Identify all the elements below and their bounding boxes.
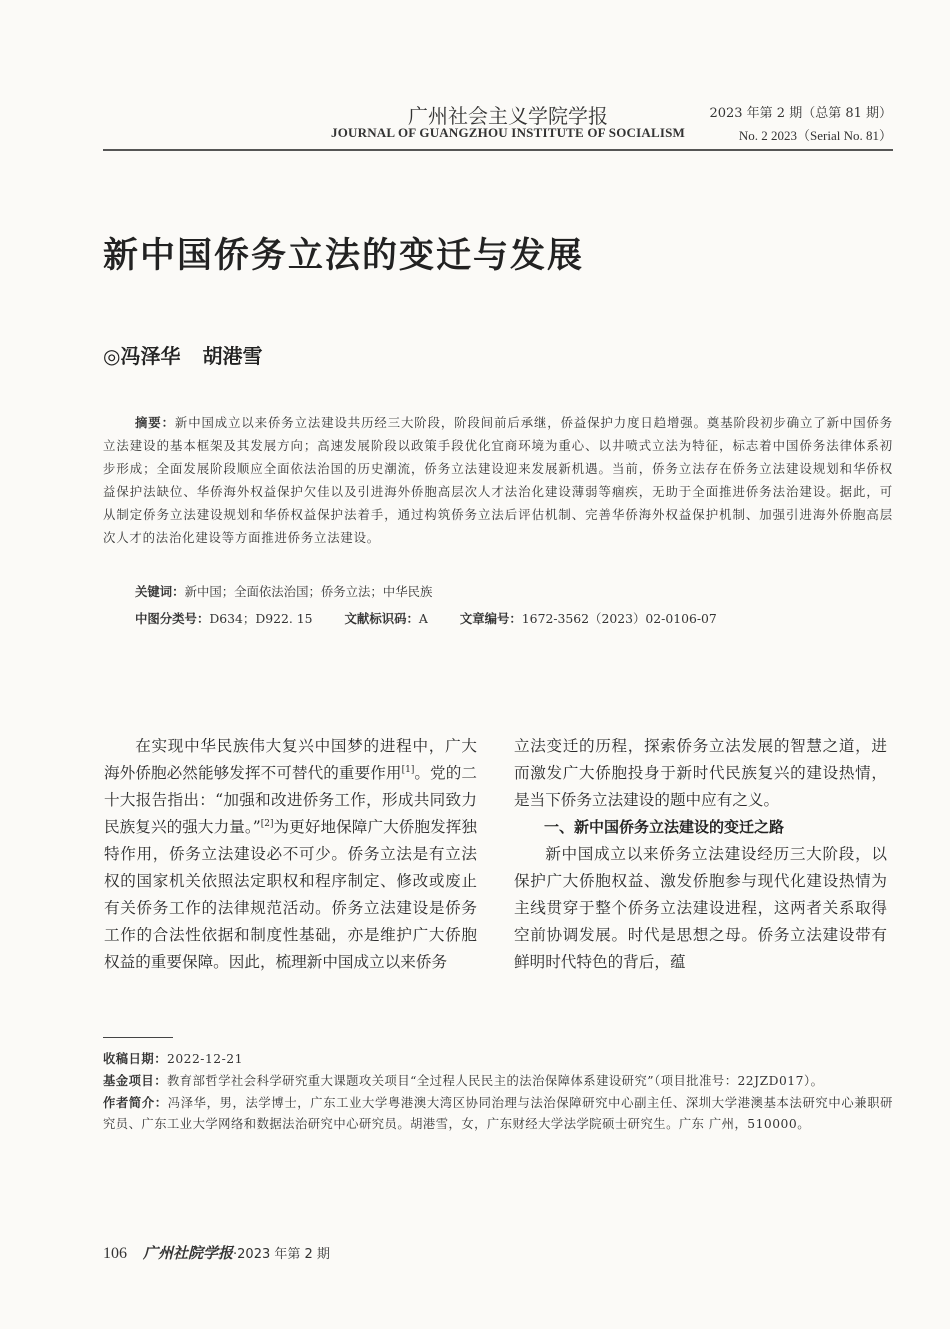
received-date	[103, 1049, 893, 1071]
footer-journal-name: 广州社院学报	[143, 1244, 234, 1262]
bio-value: 冯泽华，男，法学博士，广东工业大学粤港澳大湾区协同治理与法治保障研究中心副主任、深圳大学港澳基本法研究中心兼职研究员、广东工业大学网络和数据法治研究中心研究员。胡港雪，女，广东财经大学法学院硕士研究生。广东 广州，510000。	[103, 1095, 893, 1132]
bio-label: 作者简介：	[103, 1095, 168, 1110]
fund-info	[103, 1071, 893, 1093]
abstract-label: 摘要：	[135, 415, 175, 430]
abstract	[103, 412, 893, 549]
body-column-left	[104, 733, 477, 976]
issue-info-en: No. 2 2023（Serial No. 81）	[738, 128, 892, 143]
article-number-value: 1672-3562（2023）02-0106-07	[521, 611, 717, 626]
header-divider	[103, 149, 893, 151]
footnote-divider	[103, 1037, 173, 1038]
body-text: 。党的二十大报告指出：“加强和改进侨务工作，形成共同致力民族复兴的强大力量。”	[104, 764, 477, 836]
doc-code-label: 文献标识码：	[344, 611, 419, 626]
article-title: 新中国侨务立法的变迁与发展	[103, 236, 585, 276]
body-paragraph	[104, 733, 477, 976]
body-paragraph: 新中国成立以来侨务立法建设经历三大阶段，以保护广大侨胞权益、激发侨胞参与现代化建设热情为主线贯穿于整个侨务立法建设进程，这两者关系取得空前协调发展。时代是思想之母。侨务立法建设带有鲜明时代特色的背后，蕴	[514, 845, 887, 971]
fund-label: 基金项目：	[103, 1073, 167, 1088]
author-name: 冯泽华	[120, 344, 181, 368]
journal-title-en: JOURNAL OF GUANGZHOU INSTITUTE OF SOCIALISM	[331, 125, 685, 140]
page-number: 106	[103, 1245, 127, 1262]
article-number-label: 文章编号：	[459, 611, 522, 626]
body-text: 在实现中华民族伟大复兴中国梦的进程中，广大海外侨胞必然能够发挥不可替代的重要作用	[104, 737, 477, 782]
issue-info-cn: 2023 年第 2 期（总第 81 期）	[709, 106, 892, 121]
article-notes	[103, 1049, 893, 1136]
clc-value: D634；D922. 15	[209, 611, 313, 626]
abstract-text: 新中国成立以来侨务立法建设共历经三大阶段，阶段间前后承继，侨益保护力度日趋增强。奠基阶段初步确立了新中国侨务立法建设的基本框架及其发展方向；高速发展阶段以政策手段优化宜商环境为重心、以井喷式立法为特征，标志着中国侨务法律体系初步形成；全面发展阶段顺应全面依法治国的历史潮流，侨务立法建设迎来发展新机遇。当前，侨务立法存在侨务立法建设规划和华侨权益保护法缺位、华侨海外权益保护欠佳以及引进海外侨胞高层次人才法治化建设薄弱等痼疾，无助于全面推进侨务法治建设。据此，可从制定侨务立法建设规划和华侨权益保护法着手，通过构筑侨务立法后评估机制、完善华侨海外权益保护机制、加强引进海外侨胞高层次人才的法治化建设等方面推进侨务立法建设。	[103, 415, 893, 545]
footer-issue: ·2023 年第 2 期	[233, 1247, 330, 1262]
journal-title-cn: 广州社会主义学院学报	[408, 104, 608, 128]
body-paragraph: 立法变迁的历程，探索侨务立法发展的智慧之道，进而激发广大侨胞投身于新时代民族复兴的建设热情，是当下侨务立法建设的题中应有之义。	[514, 737, 887, 809]
author-line	[103, 340, 262, 369]
author-mark: ◎	[103, 344, 121, 368]
keywords-text: 新中国；全面依法治国；侨务立法；中华民族	[184, 584, 433, 599]
citation-ref[interactable]: [2]	[260, 818, 274, 829]
section-heading: 一、新中国侨务立法建设的变迁之路	[544, 818, 785, 836]
body-column-right	[514, 733, 887, 976]
author-bio	[103, 1093, 893, 1137]
fund-value: 教育部哲学社会科学研究重大课题攻关项目“全过程人民民主的法治保障体系建设研究”（项目批准号：22JZD017）。	[167, 1073, 824, 1088]
author-name: 胡港雪	[202, 344, 263, 368]
received-label: 收稿日期：	[103, 1052, 167, 1066]
received-value: 2022-12-21	[167, 1052, 243, 1066]
doc-code-value: A	[418, 611, 428, 626]
body-text: 为更好地保障广大侨胞发挥独特作用，侨务立法建设必不可少。侨务立法是有立法权的国家机关依照法定职权和程序制定、修改或废止有关侨务工作的法律规范活动。侨务立法建设是侨务工作的合法性依据和制度性基础，亦是维护广大侨胞权益的重要保障。因此，梳理新中国成立以来侨务	[104, 818, 477, 971]
citation-ref[interactable]: [1]	[401, 764, 415, 775]
keywords-label: 关键词：	[135, 584, 185, 599]
clc-label: 中图分类号：	[135, 611, 210, 626]
classification-line	[135, 609, 717, 627]
page-footer	[103, 1242, 330, 1263]
keywords	[135, 582, 432, 600]
